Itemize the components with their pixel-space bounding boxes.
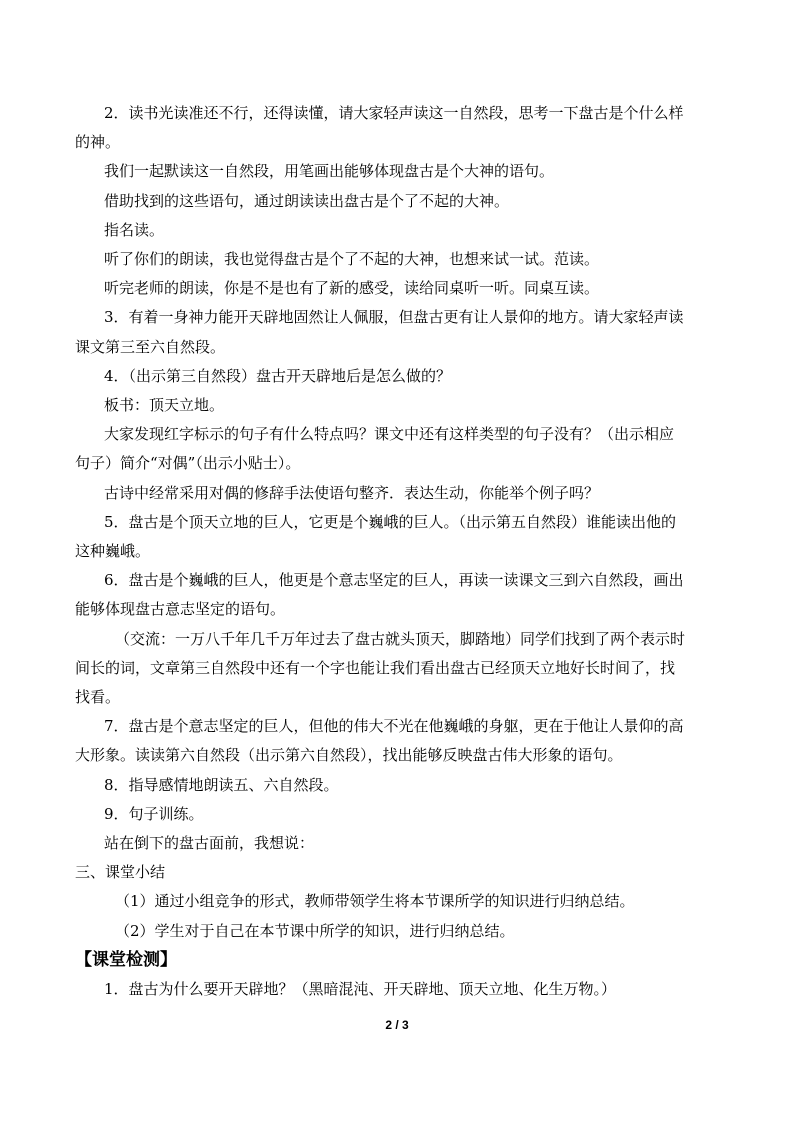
paragraph-line: 我们一起默读这一自然段，用笔画出能够体现盘古是个大神的语句。 [104,162,555,181]
summary-item-2: （2）学生对于自己在本节课中所学的知识，进行归纳总结。 [115,921,515,940]
paragraph-line: 找看。 [75,688,121,707]
paragraph-line: 的神。 [75,133,121,152]
paragraph-line: 能够体现盘古意志坚定的语句。 [75,600,286,619]
paragraph-line: 课文第三至六自然段。 [75,337,226,356]
section-heading-check: 【课堂检测】 [75,949,177,970]
paragraph-line: 9．句子训练。 [104,804,204,823]
paragraph-line: 大家发现红字标示的句子有什么特点吗？课文中还有这样类型的句子没有？（出示相应 [104,425,675,444]
summary-item-1: （1）通过小组竞争的形式，教师带领学生将本节课所学的知识进行归纳总结。 [115,892,635,911]
paragraph-line: 站在倒下的盘古面前，我想说： [104,834,315,853]
paragraph-line: 大形象。读读第六自然段（出示第六自然段），找出能够反映盘古伟大形象的语句。 [75,746,623,765]
document-body [75,99,725,1004]
paragraph-list [75,99,725,858]
paragraph-line: 间长的词，文章第三自然段中还有一个字也能让我们看出盘古已经顶天立地好长时间了，找 [75,658,676,677]
paragraph-line: 听完老师的朗读，你是不是也有了新的感受，读给同桌听一听。同桌互读。 [104,279,600,298]
paragraph-line: 8．指导感情地朗读五、六自然段。 [104,775,339,794]
section-heading-summary: 三、课堂小结 [75,863,166,882]
paragraph-line: 这种巍峨。 [75,542,151,561]
paragraph-line: （交流：一万八千年几千万年过去了盘古就头顶天，脚踏地）同学们找到了两个表示时 [115,629,686,648]
paragraph-line: 指名读。 [104,220,165,239]
paragraph-line: 4．（出示第三自然段）盘古开天辟地后是怎么做的？ [104,366,452,385]
paragraph-line: 借助找到的这些语句，通过朗读读出盘古是个了不起的大神。 [104,191,510,210]
paragraph-line: 5．盘古是个顶天立地的巨人，它更是个巍峨的巨人。（出示第五自然段）谁能读出他的 [104,512,677,531]
paragraph-line: 7．盘古是个意志坚定的巨人，但他的伟大不光在他巍峨的身躯，更在于他让人景仰的高 [104,717,684,736]
paragraph-line: 3．有着一身神力能开天辟地固然让人佩服，但盘古更有让人景仰的地方。请大家轻声读 [104,308,684,327]
paragraph-line: 6．盘古是个巍峨的巨人，他更是个意志坚定的巨人，再读一读课文三到六自然段，画出 [104,571,684,590]
paragraph-line: 句子）简介“对偶”（出示小贴士）。 [75,454,301,473]
page-number: 2 / 3 [385,1018,409,1032]
check-item-1: 1．盘古为什么要开天辟地？（黑暗混沌、开天辟地、顶天立地、化生万物。） [104,979,617,998]
paragraph-line: 板书：顶天立地。 [104,396,225,415]
paragraph-line: 2．读书光读准还不行，还得读懂，请大家轻声读这一自然段，思考一下盘古是个什么样 [104,104,684,122]
paragraph-line: 古诗中经常采用对偶的修辞手法使语句整齐．表达生动，你能举个例子吗？ [104,483,600,502]
paragraph-line: 听了你们的朗读，我也觉得盘古是个了不起的大神，也想来试一试。范读。 [104,250,600,269]
